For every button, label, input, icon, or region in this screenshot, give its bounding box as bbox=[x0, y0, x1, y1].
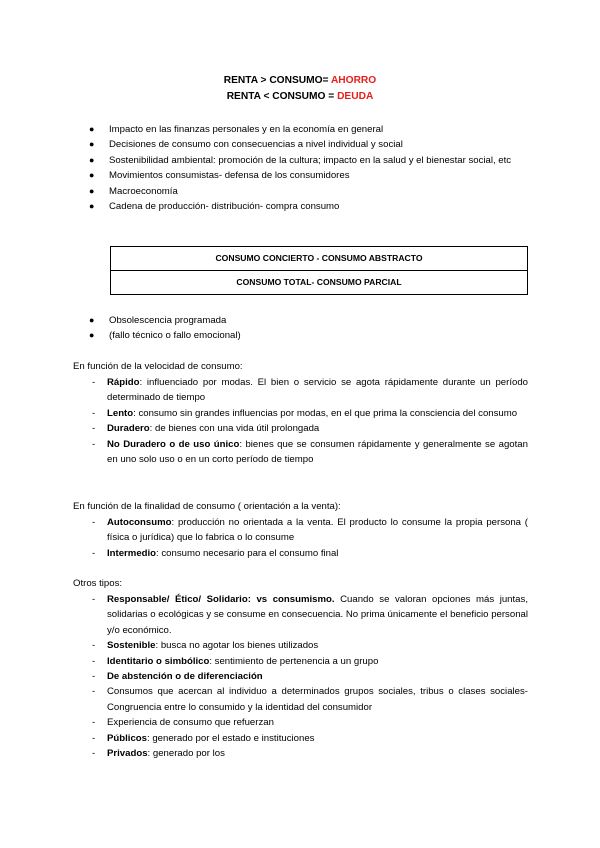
heading-deuda-accent: DEUDA bbox=[337, 91, 374, 102]
list-item bbox=[92, 406, 528, 421]
bullet-icon: ● bbox=[89, 330, 95, 341]
definition: Consumos que acercan al individuo a determinados grupos sociales, tribus o clases sociales- Congruencia entre lo consumido y la identidad del consumidor bbox=[107, 686, 528, 713]
list-item-text: Obsolescencia programada bbox=[109, 315, 227, 326]
term: Intermedio bbox=[107, 547, 157, 559]
bullet-icon: ● bbox=[89, 154, 95, 165]
dash-icon: - bbox=[92, 717, 96, 729]
heading-ahorro bbox=[0, 74, 600, 88]
list-item bbox=[89, 122, 533, 137]
list-item-text: Macroeconomía bbox=[109, 185, 178, 197]
term: De abstención o de diferenciación bbox=[107, 671, 263, 683]
list-item bbox=[89, 168, 533, 183]
dash-icon: - bbox=[92, 547, 96, 559]
term: Autoconsumo bbox=[107, 517, 172, 528]
dash-icon: - bbox=[92, 517, 96, 528]
list-item bbox=[92, 654, 528, 669]
term: No Duradero o de uso único bbox=[107, 438, 240, 450]
bullet-list-top bbox=[89, 122, 533, 214]
definition: : sentimiento de pertenencia a un grupo bbox=[209, 655, 379, 667]
term: Públicos bbox=[107, 732, 147, 744]
definition: : generado por el estado e instituciones bbox=[146, 732, 315, 744]
list-item bbox=[89, 153, 533, 168]
bullet-icon: ● bbox=[89, 124, 95, 134]
definition: : consumo necesario para el consumo final bbox=[156, 547, 339, 559]
bullet-icon: ● bbox=[89, 201, 95, 212]
list-item bbox=[89, 137, 533, 152]
dash-icon: - bbox=[92, 640, 96, 652]
definition: : busca no agotar los bienes utilizados bbox=[155, 640, 319, 652]
list-item bbox=[92, 731, 528, 746]
dash-icon: - bbox=[92, 655, 96, 667]
dash-icon: - bbox=[92, 407, 96, 419]
definition: Experiencia de consumo que refuerzan bbox=[107, 717, 274, 729]
definition: : influenciado por modas. El bien o servicio se agota rápidamente durante un período determinado de tiempo bbox=[107, 377, 528, 404]
list-item-text: Decisiones de consumo con consecuencias a nivel individual y social bbox=[109, 139, 403, 151]
bullet-icon: ● bbox=[89, 170, 95, 181]
list-item bbox=[92, 592, 528, 638]
dash-icon: - bbox=[92, 686, 96, 698]
term: Rápido bbox=[107, 377, 140, 388]
section-title-otros: Otros tipos: bbox=[73, 578, 123, 589]
box-row-total-parcial: CONSUMO TOTAL- CONSUMO PARCIAL bbox=[111, 270, 527, 294]
bullet-icon: ● bbox=[89, 139, 95, 150]
definition: Cuando se valoran opciones más juntas, solidarias o ecológicas y se consume en consecuencia. No prima únicamente el beneficio personal y/o económico. bbox=[107, 594, 528, 636]
heading-ahorro-accent: AHORRO bbox=[330, 75, 377, 86]
definition: : bienes que se consumen rápidamente y generalmente se agotan en uno solo uso o en un corto período de tiempo bbox=[107, 438, 528, 466]
list-item bbox=[92, 546, 528, 561]
list-item bbox=[92, 669, 528, 684]
bullet-icon: ● bbox=[89, 185, 95, 196]
section-title-velocidad: En función de la velocidad de consumo: bbox=[73, 361, 243, 372]
definition: : producción no orientada a la venta. El producto lo consume la propia persona ( física o jurídica) que lo fabrica o lo consume bbox=[107, 517, 528, 544]
term: Sostenible bbox=[107, 640, 156, 652]
dash-icon: - bbox=[92, 377, 96, 388]
list-item bbox=[92, 715, 528, 730]
dash-icon: - bbox=[92, 748, 96, 760]
consumo-types-box bbox=[110, 246, 528, 295]
list-item bbox=[92, 375, 528, 406]
heading-ahorro-prefix: RENTA > CONSUMO= bbox=[223, 75, 329, 86]
list-item-text: Movimientos consumistas- defensa de los consumidores bbox=[109, 170, 350, 182]
list-item-text: (fallo técnico o fallo emocional) bbox=[109, 330, 241, 342]
list-item bbox=[92, 437, 528, 468]
term: Responsable/ Ético/ Solidario: vs consumismo. bbox=[107, 594, 335, 605]
list-item bbox=[92, 684, 528, 715]
dash-icon: - bbox=[92, 671, 96, 683]
list-item bbox=[92, 746, 528, 761]
bullet-list-mid bbox=[89, 313, 533, 344]
section-title-finalidad: En función de la finalidad de consumo ( orientación a la venta): bbox=[73, 501, 341, 512]
list-item-text: Cadena de producción- distribución- compra consumo bbox=[109, 201, 340, 213]
heading-deuda-prefix: RENTA < CONSUMO = bbox=[226, 91, 335, 102]
definition: : consumo sin grandes influencias por modas, en el que prima la consciencia del consumo bbox=[133, 407, 518, 419]
definition: : generado por los bbox=[147, 748, 225, 760]
heading-deuda bbox=[0, 90, 600, 104]
dash-list-velocidad bbox=[92, 375, 528, 467]
list-item bbox=[89, 184, 533, 199]
term: Identitario o simbólico bbox=[107, 655, 210, 667]
list-item-text: Impacto en las finanzas personales y en la economía en general bbox=[109, 124, 384, 135]
definition: : de bienes con una vida útil prolongada bbox=[149, 423, 320, 435]
term: Privados bbox=[107, 748, 148, 760]
list-item bbox=[89, 199, 533, 214]
list-item bbox=[92, 515, 528, 546]
bullet-icon: ● bbox=[89, 315, 95, 325]
dash-icon: - bbox=[92, 423, 96, 435]
list-item bbox=[89, 328, 533, 343]
box-row-concierto-abstracto: CONSUMO CONCIERTO - CONSUMO ABSTRACTO bbox=[215, 253, 423, 263]
dash-list-finalidad bbox=[92, 515, 528, 561]
term: Duradero bbox=[107, 423, 150, 435]
term: Lento bbox=[107, 407, 134, 419]
list-item-text: Sostenibilidad ambiental: promoción de la cultura; impacto en la salud y el bienestar social, etc bbox=[109, 154, 512, 166]
list-item bbox=[92, 638, 528, 653]
dash-list-otros bbox=[92, 592, 528, 761]
list-item bbox=[92, 421, 528, 436]
dash-icon: - bbox=[92, 438, 96, 450]
list-item bbox=[89, 313, 533, 328]
dash-icon: - bbox=[92, 594, 96, 605]
dash-icon: - bbox=[92, 732, 96, 744]
